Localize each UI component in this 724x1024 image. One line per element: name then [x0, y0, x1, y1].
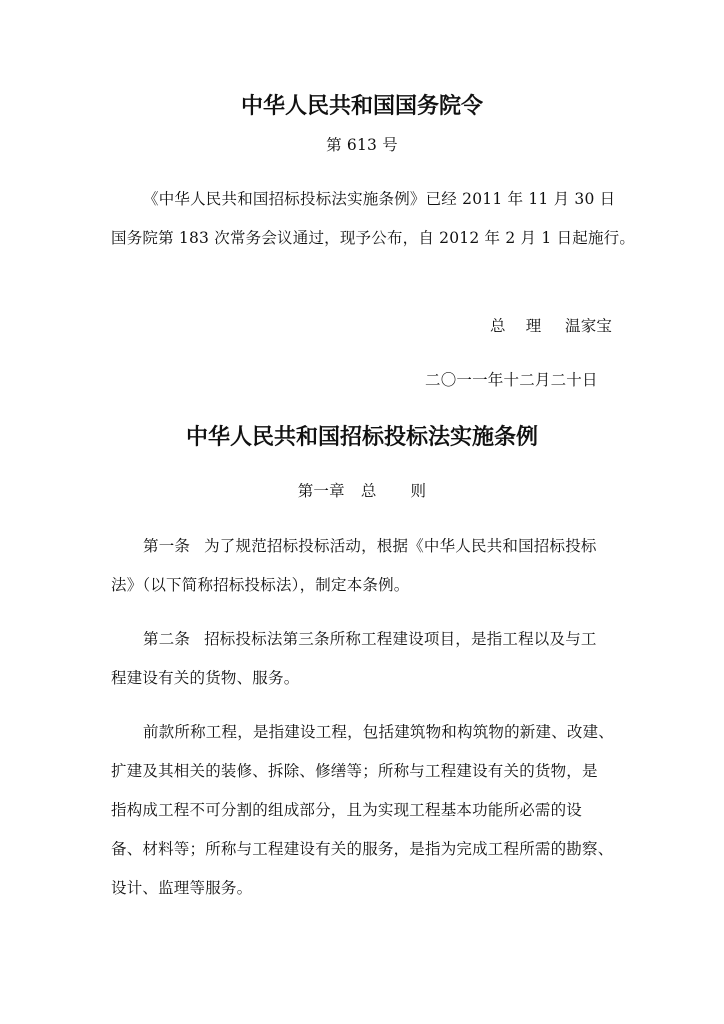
article-2-line-1 [143, 632, 597, 648]
paragraph-line-3: 指构成工程不可分割的组成部分，且为实现工程基本功能所必需的设 [111, 801, 583, 819]
chapter-number: 第一章 [297, 482, 345, 500]
signer-title-char-2: 理 [525, 317, 542, 335]
paragraph-line-5: 设计、监理等服务。 [111, 879, 253, 897]
paragraph-line-2: 扩建及其相关的装修、拆除、修缮等；所称与工程建设有关的货物，是 [111, 762, 598, 780]
paragraph-line-4: 备、材料等；所称与工程建设有关的服务，是指为完成工程所需的勘察、 [111, 840, 614, 858]
decree-paragraph-line-1: 《中华人民共和国招标投标法实施条例》已经 2011 年 11 月 30 日 [143, 190, 616, 208]
paragraph-line-1: 前款所称工程，是指建设工程，包括建筑物和构筑物的新建、改建、 [143, 723, 615, 741]
chapter-name-char-2: 则 [410, 482, 427, 500]
decree-date: 二〇一一年十二月二十日 [425, 371, 598, 389]
decree-paragraph-line-2: 国务院第 183 次常务会议通过，现予公布，自 2012 年 2 月 1 日起施行。 [111, 229, 636, 247]
chapter-heading [0, 484, 724, 500]
article-1-text: 为了规范招标投标活动，根据《中华人民共和国招标投标 [204, 537, 597, 555]
signer-title-char-1: 总 [490, 317, 506, 335]
decree-number: 第 613 号 [326, 136, 398, 154]
article-2-label: 第二条 [143, 630, 191, 648]
article-1-line-1 [143, 539, 597, 555]
article-1-label: 第一条 [143, 537, 191, 555]
article-2-text: 招标投标法第三条所称工程建设项目，是指工程以及与工 [204, 630, 597, 648]
signer-name: 温家宝 [565, 317, 613, 335]
signer-title [490, 319, 541, 335]
chapter-name-char-1: 总 [360, 482, 377, 500]
article-2-line-2: 程建设有关的货物、服务。 [111, 669, 300, 687]
article-1-line-2: 法》（以下简称招标投标法），制定本条例。 [111, 576, 410, 594]
decree-title: 中华人民共和国国务院令 [240, 94, 483, 119]
regulation-title: 中华人民共和国招标投标法实施条例 [185, 425, 538, 450]
